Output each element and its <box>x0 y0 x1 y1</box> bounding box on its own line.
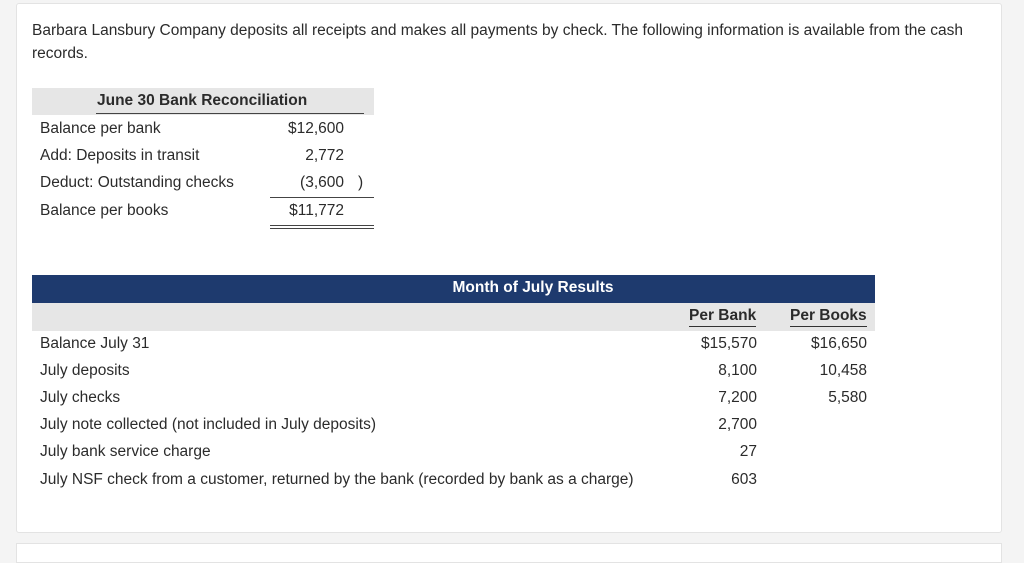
july-row-bank-value: 8,100 <box>718 362 757 379</box>
column-header-per-bank: Per Bank <box>689 307 756 327</box>
july-row-bank-value: 2,700 <box>718 416 757 433</box>
recon-label-balance-per-bank: Balance per bank <box>40 120 161 137</box>
july-row-books-value: 5,580 <box>828 389 867 406</box>
recon-label-outstanding-checks: Deduct: Outstanding checks <box>40 174 234 191</box>
recon-label-deposits-in-transit: Add: Deposits in transit <box>40 147 200 164</box>
july-row-bank-value: 7,200 <box>718 389 757 406</box>
july-row-label: July NSF check from a customer, returned by the bank (recorded by bank as a charge) <box>40 471 634 488</box>
july-row-label: July deposits <box>40 362 130 379</box>
july-row-bank-value: $15,570 <box>700 335 757 352</box>
recon-total-double-rule <box>270 225 374 229</box>
reconciliation-title: June 30 Bank Reconciliation <box>97 92 308 109</box>
july-row-label: July checks <box>40 389 121 406</box>
recon-value-balance-per-books: $11,772 <box>289 202 344 219</box>
recon-value-deposits-in-transit: 2,772 <box>305 147 344 164</box>
july-row-label: Balance July 31 <box>40 335 150 352</box>
recon-value-balance-per-bank: $12,600 <box>287 120 344 137</box>
july-row-books-value: $16,650 <box>810 335 867 352</box>
july-row-bank-value: 603 <box>731 471 757 488</box>
july-row-label: July note collected (not included in July deposits) <box>40 416 377 433</box>
next-card <box>16 543 1002 563</box>
reconciliation-title-underline <box>96 113 364 114</box>
july-row-bank-value: 27 <box>739 443 757 460</box>
recon-close-paren: ) <box>358 174 364 191</box>
july-title: Month of July Results <box>452 279 614 296</box>
july-row-books-value: 10,458 <box>819 362 867 379</box>
recon-value-outstanding-checks: (3,600 <box>300 174 344 191</box>
recon-subtotal-rule <box>270 197 374 198</box>
intro-text: Barbara Lansbury Company deposits all receipts and makes all payments by check. The following information is available from the cash records. <box>32 22 964 62</box>
column-header-per-books: Per Books <box>790 307 867 327</box>
july-row-label: July bank service charge <box>40 443 211 460</box>
recon-label-balance-per-books: Balance per books <box>40 202 169 219</box>
